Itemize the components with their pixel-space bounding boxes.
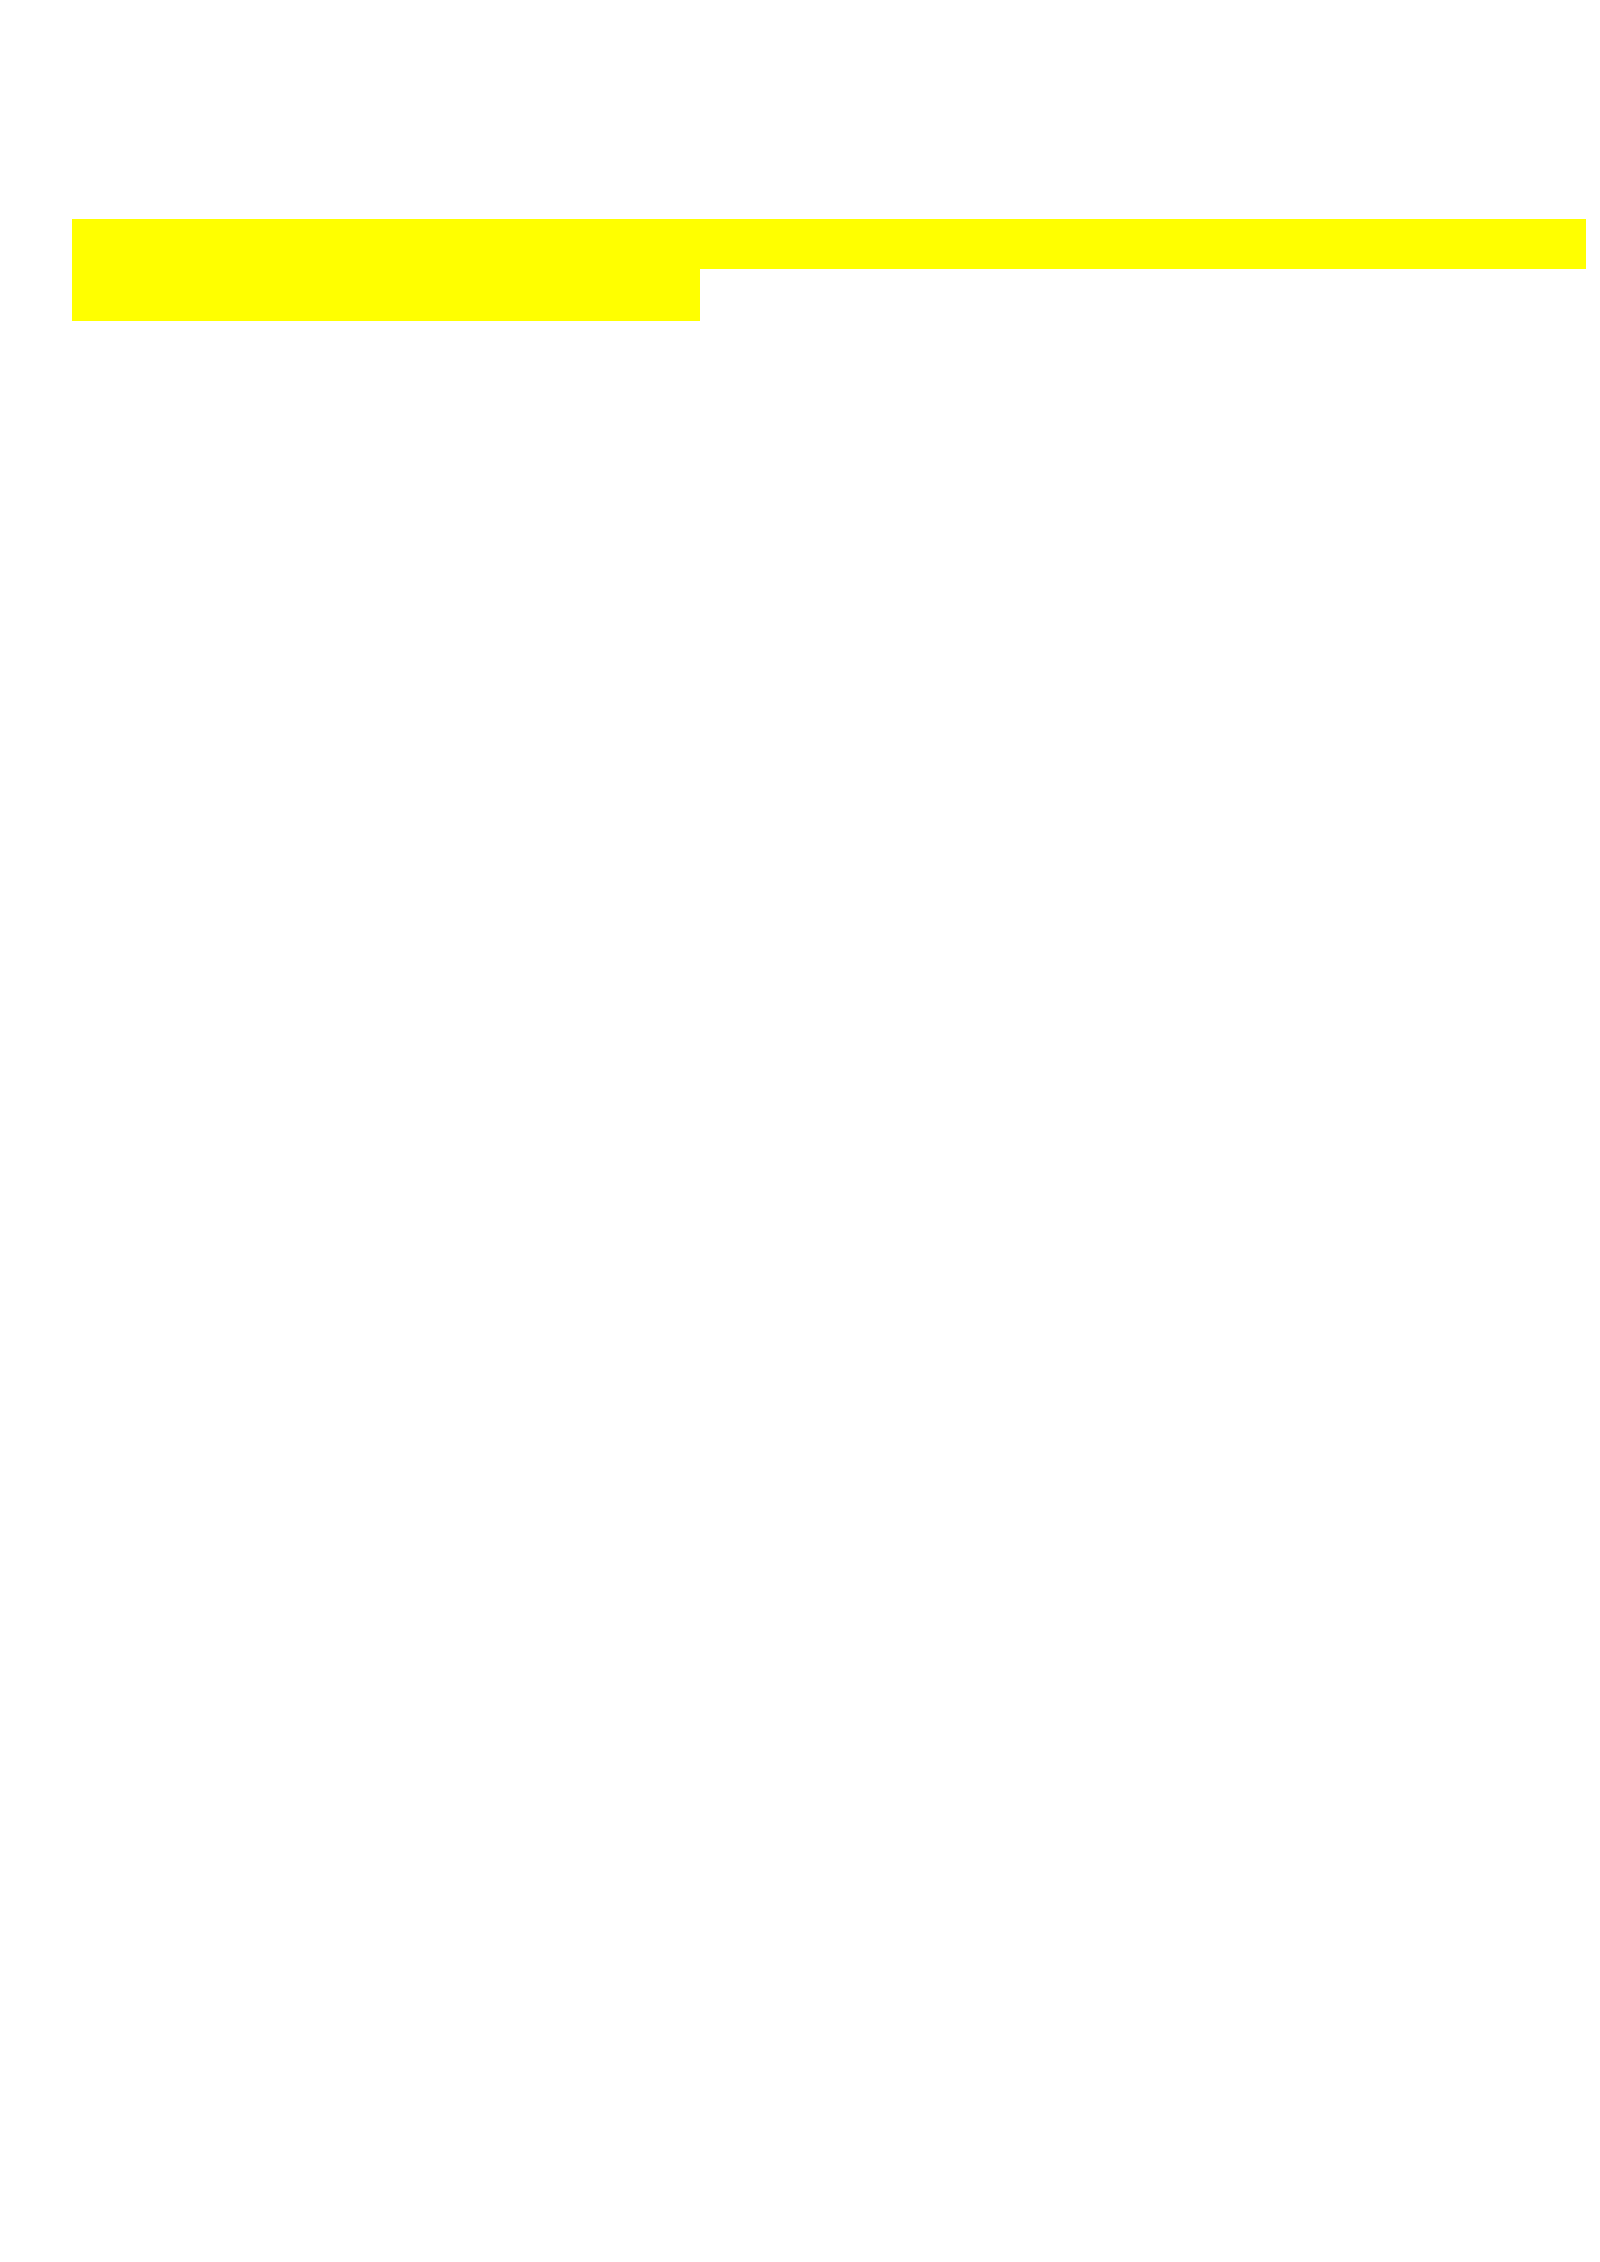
header-fill-left (72, 219, 700, 321)
header-fill-sana (700, 219, 1586, 269)
